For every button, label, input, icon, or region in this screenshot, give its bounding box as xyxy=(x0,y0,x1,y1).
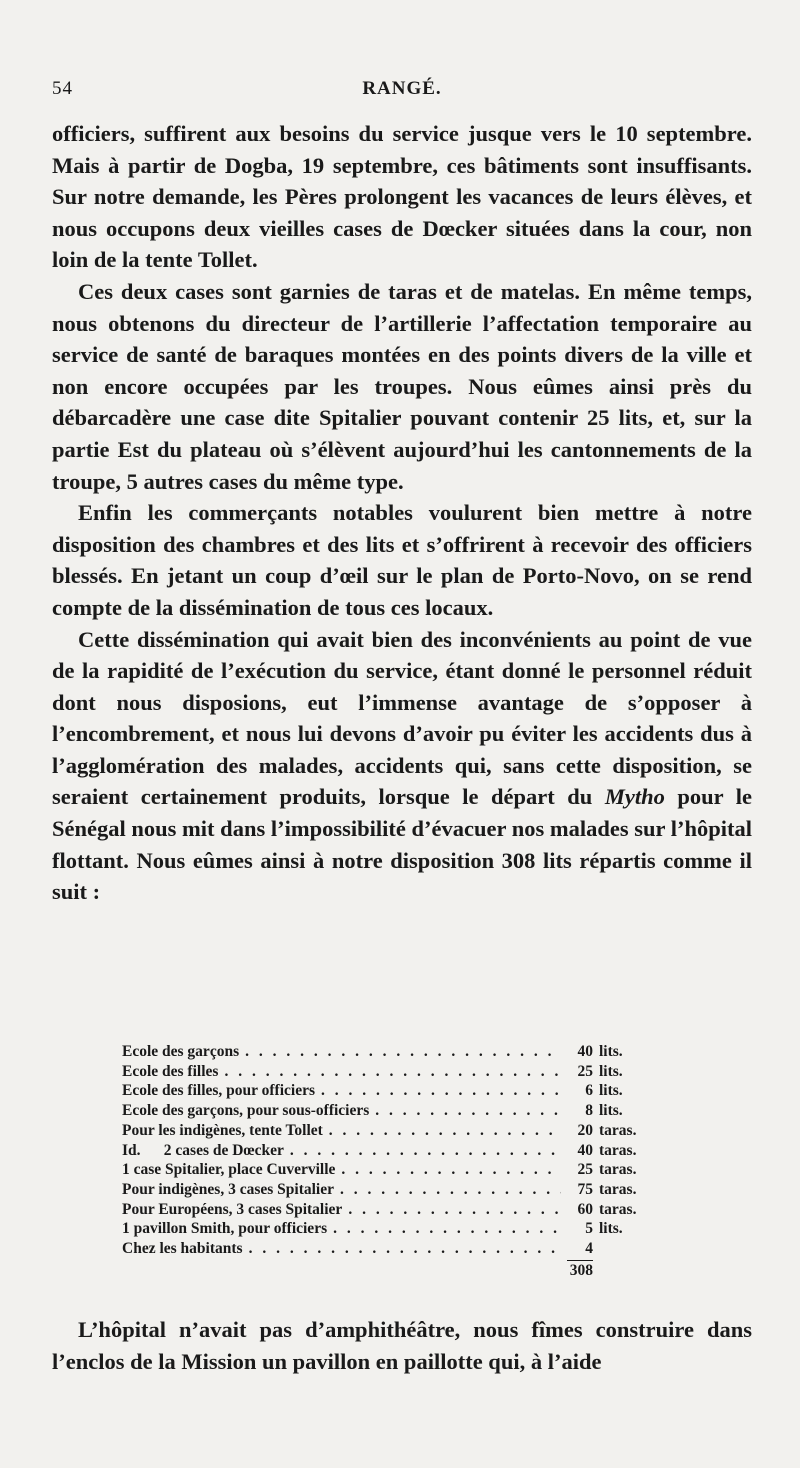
row-unit: lits. xyxy=(599,1220,623,1238)
paragraph-5: L’hôpital n’avait pas d’amphithéâtre, nous fîmes construire dans l’enclos de la Mission un pavillon en paillotte qui, à l’aide xyxy=(52,1317,752,1374)
row-label: Pour les indigènes, tente Tollet xyxy=(122,1121,323,1139)
leader-dots xyxy=(329,1121,561,1141)
table-row xyxy=(122,1081,662,1101)
page-header xyxy=(52,78,752,102)
row-unit: taras. xyxy=(599,1180,637,1198)
table-row xyxy=(122,1180,662,1200)
closing-text xyxy=(52,1314,752,1377)
leader-dots xyxy=(375,1101,561,1121)
row-unit: lits. xyxy=(599,1082,623,1100)
row-label: Ecole des garçons xyxy=(122,1043,240,1060)
row-label: Pour Européens, 3 cases Spitalier xyxy=(122,1200,343,1218)
row-unit: lits. xyxy=(599,1102,623,1120)
row-unit: lits. xyxy=(599,1062,623,1080)
table-row xyxy=(122,1200,662,1220)
row-number: 6 xyxy=(585,1082,593,1100)
paragraph-4-part-1: Cette dissémination qui avait bien des inconvénients au point de vue de la rapidité de l’exécution du service, étant donné le personnel réduit dont nous disposions, eut l’immense avantage de s’opposer à l’encombrement, et nous lui devons d’avoir pu éviter les accidents dus à l’agglomération des malades, accidents qui, sans cette disposition, se seraient certainement produits, lorsque le départ du xyxy=(52,626,752,810)
row-label: 1 case Spitalier, place Cuverville xyxy=(122,1161,336,1179)
row-label: Id. 2 cases de Dœcker xyxy=(122,1141,284,1159)
table-row xyxy=(122,1062,662,1082)
paragraph-4 xyxy=(52,624,752,908)
row-label: Pour indigènes, 3 cases Spitalier xyxy=(122,1180,334,1198)
row-label: Ecole des garçons, pour sous-officiers xyxy=(122,1102,370,1120)
row-number: 5 xyxy=(585,1220,593,1238)
beds-table xyxy=(122,1042,662,1280)
leader-dots xyxy=(321,1081,561,1101)
row-number: 4 xyxy=(585,1240,593,1258)
row-number: 25 xyxy=(577,1062,593,1080)
table-row xyxy=(122,1141,662,1161)
row-unit: lits. xyxy=(599,1043,623,1060)
row-unit: taras. xyxy=(599,1121,637,1139)
leader-dots xyxy=(224,1062,561,1082)
ship-name-mytho: Mytho xyxy=(604,784,665,810)
paragraph-3: Enfin les commerçants notables voulurent bien mettre à notre disposition des chambres et des lits et s’offrirent à recevoir des officiers blessés. En jetant un coup d’œil sur le plan de Porto-Novo, on se rend compte de la dissémination de tous ces locaux. xyxy=(52,500,752,620)
table-total: 308 xyxy=(569,1261,593,1279)
leader-dots xyxy=(333,1219,561,1239)
table-row xyxy=(122,1219,662,1239)
row-label: Chez les habitants xyxy=(122,1240,243,1258)
row-unit: taras. xyxy=(599,1141,637,1159)
paragraph-1: officiers, suffirent aux besoins du service jusque vers le 10 septembre. Mais à partir de Dogba, 19 septembre, ces bâtiments sont insuffisants. Sur notre demande, les Pères prolongent les vacances de leurs élèves, et nous occupons deux vieilles cases de Dœcker situées dans la cour, non loin de la tente Tollet. xyxy=(52,121,752,273)
table-row xyxy=(122,1121,662,1141)
leader-dots xyxy=(341,1160,561,1180)
row-number: 20 xyxy=(577,1121,593,1139)
row-label: 1 pavillon Smith, pour officiers xyxy=(122,1220,328,1238)
row-number: 60 xyxy=(577,1200,593,1218)
paragraph-2: Ces deux cases sont garnies de taras et de matelas. En même temps, nous obtenons du directeur de l’artillerie l’affectation temporaire au service de santé de baraques montées en des points divers de la ville et non encore occupées par les troupes. Nous eûmes ainsi près du débarcadère une case dite Spitalier pouvant contenir 25 lits, et, sur la partie Est du plateau où s’élèvent aujourd’hui les cantonnements de la troupe, 5 autres cases du même type. xyxy=(52,278,752,494)
body-text xyxy=(52,118,752,908)
row-number: 75 xyxy=(577,1180,593,1198)
row-label: Ecole des filles xyxy=(122,1062,219,1080)
row-number: 40 xyxy=(577,1141,593,1159)
table-row xyxy=(122,1101,662,1121)
table-row xyxy=(122,1239,662,1259)
row-number: 25 xyxy=(577,1161,593,1179)
leader-dots xyxy=(340,1180,561,1200)
leader-dots xyxy=(245,1042,561,1062)
table-row xyxy=(122,1160,662,1180)
paragraph-4-part-2: pour le Sénégal nous mit dans l’impossibilité d’évacuer nos malades sur l’hôpital flottant. Nous eûmes ainsi à notre disposition 308 lits répartis comme il suit : xyxy=(52,784,752,905)
table-row xyxy=(122,1042,662,1062)
row-number: 8 xyxy=(585,1102,593,1120)
row-unit: taras. xyxy=(599,1200,637,1218)
row-label: Ecole des filles, pour officiers xyxy=(122,1082,316,1100)
leader-dots xyxy=(348,1200,561,1220)
running-title: RANGÉ. xyxy=(362,78,442,99)
leader-dots xyxy=(290,1141,561,1161)
row-unit: taras. xyxy=(599,1161,637,1179)
leader-dots xyxy=(249,1239,561,1259)
page-number: 54 xyxy=(52,78,73,99)
row-number: 40 xyxy=(577,1043,593,1060)
